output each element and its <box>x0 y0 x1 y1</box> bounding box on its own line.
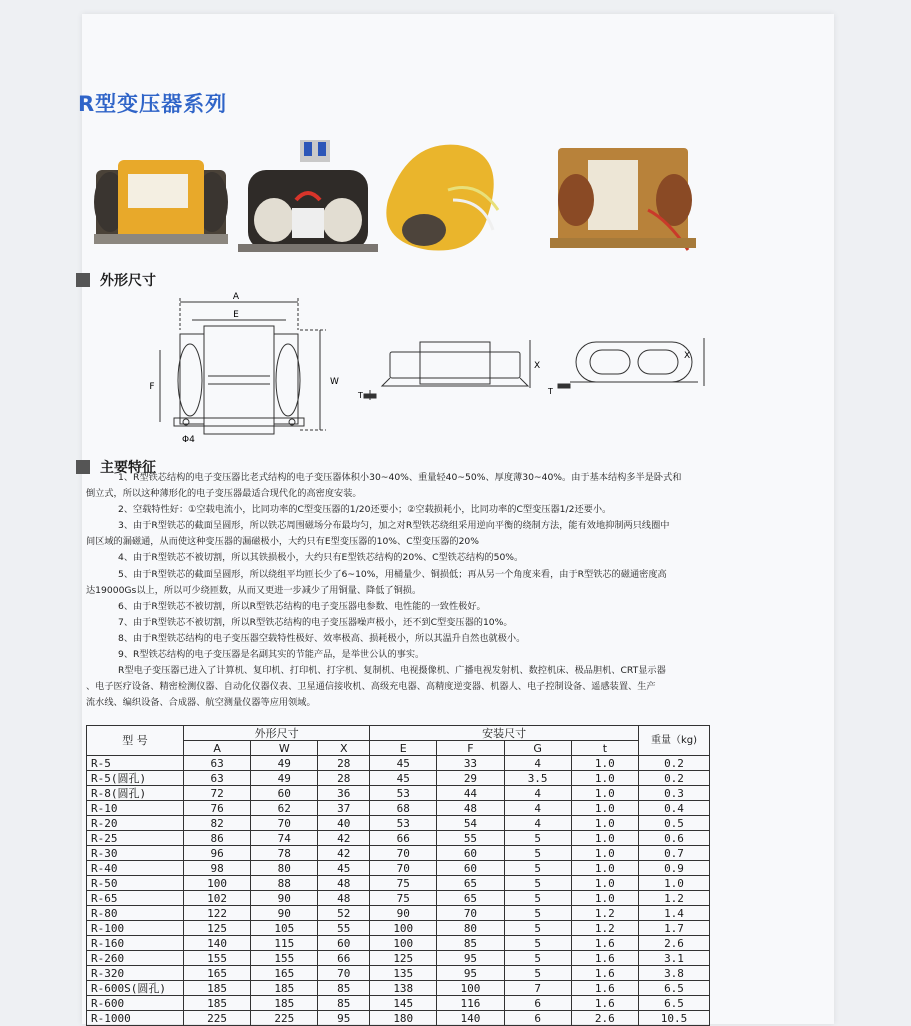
value-cell: 45 <box>370 771 437 786</box>
label-F: F <box>149 382 155 392</box>
value-cell: 90 <box>251 891 318 906</box>
value-cell: 62 <box>251 801 318 816</box>
value-cell: 185 <box>184 996 251 1011</box>
col-subheader: A <box>184 741 251 756</box>
label-T2: T <box>548 387 553 396</box>
value-cell: 6.5 <box>639 981 710 996</box>
value-cell: 1.0 <box>571 756 638 771</box>
label-X1: X <box>534 361 541 371</box>
value-cell: 49 <box>251 756 318 771</box>
value-cell: 85 <box>318 981 370 996</box>
value-cell: 44 <box>437 786 504 801</box>
label-phi: Φ4 <box>182 435 195 445</box>
value-cell: 0.3 <box>639 786 710 801</box>
table-row <box>87 996 710 1011</box>
value-cell: 5 <box>504 891 571 906</box>
value-cell: 60 <box>318 936 370 951</box>
model-cell: R-10 <box>87 801 184 816</box>
value-cell: 0.2 <box>639 771 710 786</box>
value-cell: 70 <box>437 906 504 921</box>
value-cell: 0.6 <box>639 831 710 846</box>
value-cell: 0.7 <box>639 846 710 861</box>
product-photos <box>88 130 708 265</box>
dims-heading-text: 外形尺寸 <box>100 273 156 289</box>
value-cell: 1.0 <box>571 801 638 816</box>
value-cell: 55 <box>437 831 504 846</box>
value-cell: 70 <box>251 816 318 831</box>
value-cell: 5 <box>504 936 571 951</box>
table-row <box>87 756 710 771</box>
value-cell: 40 <box>318 816 370 831</box>
value-cell: 28 <box>318 771 370 786</box>
value-cell: 1.6 <box>571 996 638 1011</box>
side-view-drawing-1 <box>364 340 530 400</box>
value-cell: 1.2 <box>571 906 638 921</box>
model-cell: R-5 <box>87 756 184 771</box>
model-cell: R-600 <box>87 996 184 1011</box>
value-cell: 1.7 <box>639 921 710 936</box>
value-cell: 116 <box>437 996 504 1011</box>
model-cell: R-80 <box>87 906 184 921</box>
value-cell: 60 <box>251 786 318 801</box>
value-cell: 1.0 <box>571 786 638 801</box>
product-photo-3 <box>386 145 498 251</box>
value-cell: 70 <box>370 846 437 861</box>
value-cell: 54 <box>437 816 504 831</box>
value-cell: 4 <box>504 801 571 816</box>
value-cell: 2.6 <box>639 936 710 951</box>
value-cell: 88 <box>251 876 318 891</box>
heading-square-icon <box>76 273 90 287</box>
value-cell: 7 <box>504 981 571 996</box>
product-photo-1 <box>94 160 228 244</box>
value-cell: 1.0 <box>639 876 710 891</box>
value-cell: 98 <box>184 861 251 876</box>
value-cell: 5 <box>504 906 571 921</box>
value-cell: 100 <box>184 876 251 891</box>
model-cell: R-30 <box>87 846 184 861</box>
col-subheader: t <box>571 741 638 756</box>
value-cell: 49 <box>251 771 318 786</box>
value-cell: 185 <box>251 996 318 1011</box>
value-cell: 155 <box>184 951 251 966</box>
col-header-mount: 安装尺寸 <box>370 726 639 741</box>
model-cell: R-260 <box>87 951 184 966</box>
value-cell: 1.6 <box>571 981 638 996</box>
table-row <box>87 876 710 891</box>
feature-line: 倒立式，所以这种薄形化的电子变压器最适合现代化的高密度安装。 <box>86 488 362 500</box>
value-cell: 95 <box>318 1011 370 1026</box>
product-photo-2 <box>238 140 378 252</box>
value-cell: 5 <box>504 966 571 981</box>
value-cell: 1.0 <box>571 771 638 786</box>
value-cell: 65 <box>437 891 504 906</box>
value-cell: 85 <box>437 936 504 951</box>
table-row <box>87 771 710 786</box>
value-cell: 53 <box>370 786 437 801</box>
value-cell: 85 <box>318 996 370 1011</box>
value-cell: 65 <box>437 876 504 891</box>
value-cell: 3.5 <box>504 771 571 786</box>
col-header-model: 型 号 <box>87 726 184 756</box>
value-cell: 225 <box>184 1011 251 1026</box>
value-cell: 76 <box>184 801 251 816</box>
spec-table-body <box>87 756 710 1026</box>
col-header-weight: 重量（kg) <box>639 726 710 756</box>
value-cell: 100 <box>370 921 437 936</box>
value-cell: 125 <box>184 921 251 936</box>
feature-line: 4、由于R型铁芯不被切割，所以其铁损极小，大约只有E型铁芯结构的20%、C型铁芯结构的50%。 <box>118 552 524 564</box>
value-cell: 96 <box>184 846 251 861</box>
value-cell: 29 <box>437 771 504 786</box>
value-cell: 82 <box>184 816 251 831</box>
value-cell: 122 <box>184 906 251 921</box>
feature-line: 达19000Gs以上，所以可少绕匝数，从而又更进一步减少了用铜量、降低了铜损。 <box>86 584 422 596</box>
value-cell: 5 <box>504 921 571 936</box>
value-cell: 68 <box>370 801 437 816</box>
value-cell: 66 <box>318 951 370 966</box>
value-cell: 45 <box>370 756 437 771</box>
dimension-drawings <box>70 290 710 450</box>
value-cell: 6.5 <box>639 996 710 1011</box>
value-cell: 100 <box>370 936 437 951</box>
model-cell: R-100 <box>87 921 184 936</box>
col-subheader: W <box>251 741 318 756</box>
value-cell: 45 <box>318 861 370 876</box>
value-cell: 1.0 <box>571 861 638 876</box>
features-text <box>86 470 696 711</box>
side-view-drawing-2 <box>558 338 704 388</box>
table-row <box>87 921 710 936</box>
table-row <box>87 861 710 876</box>
feature-line: 2、空载特性好：①空载电流小，比同功率的C型变压器的1/20还要小；②空载损耗小，比同功率的C型变压器1/2还要小。 <box>118 504 612 516</box>
value-cell: 0.5 <box>639 816 710 831</box>
label-X2: X <box>684 351 691 361</box>
feature-line: 间区域的漏磁通，从而使这种变压器的漏磁极小，大约只有E型变压器的10%、C型变压器的20% <box>86 536 479 548</box>
value-cell: 66 <box>370 831 437 846</box>
features-heading-text: 主要特征 <box>100 460 156 476</box>
feature-line: R型电子变压器已进入了计算机、复印机、打印机、打字机、复制机、电视摄像机、广播电视发射机、数控机床、极品胆机、CRT显示器 <box>118 665 666 677</box>
value-cell: 48 <box>437 801 504 816</box>
value-cell: 72 <box>184 786 251 801</box>
col-subheader: F <box>437 741 504 756</box>
dims-heading <box>76 270 156 290</box>
spec-table <box>86 725 710 1026</box>
table-row <box>87 816 710 831</box>
feature-line: 3、由于R型铁芯的截面呈圆形，所以铁芯周围磁场分布最均匀，加之对R型铁芯绕组采用逆向平衡的绕制方法，能有效地抑制两只线圈中 <box>118 520 670 532</box>
feature-line: 7、由于R型铁芯不被切割，所以R型铁芯结构的电子变压器噪声极小，还不到C型变压器的10%。 <box>118 616 513 628</box>
col-header-outer: 外形尺寸 <box>184 726 370 741</box>
table-row <box>87 936 710 951</box>
value-cell: 155 <box>251 951 318 966</box>
value-cell: 52 <box>318 906 370 921</box>
value-cell: 102 <box>184 891 251 906</box>
value-cell: 3.1 <box>639 951 710 966</box>
feature-line: 1、R型铁芯结构的电子变压器比老式结构的电子变压器体积小30~40%、重量轻40~50%、厚度薄30~40%。由于基本结构多半是卧式和 <box>118 472 682 483</box>
value-cell: 1.2 <box>571 921 638 936</box>
value-cell: 78 <box>251 846 318 861</box>
value-cell: 74 <box>251 831 318 846</box>
value-cell: 75 <box>370 891 437 906</box>
model-cell: R-25 <box>87 831 184 846</box>
value-cell: 75 <box>370 876 437 891</box>
value-cell: 1.6 <box>571 951 638 966</box>
value-cell: 4 <box>504 756 571 771</box>
value-cell: 70 <box>370 861 437 876</box>
value-cell: 36 <box>318 786 370 801</box>
value-cell: 70 <box>318 966 370 981</box>
model-cell: R-600S(圆孔) <box>87 981 184 996</box>
value-cell: 4 <box>504 786 571 801</box>
feature-line: 9、R型铁芯结构的电子变压器是名副其实的节能产品，是举世公认的事实。 <box>118 649 425 661</box>
value-cell: 28 <box>318 756 370 771</box>
value-cell: 5 <box>504 831 571 846</box>
value-cell: 48 <box>318 876 370 891</box>
value-cell: 1.2 <box>639 891 710 906</box>
value-cell: 140 <box>184 936 251 951</box>
table-row <box>87 801 710 816</box>
value-cell: 115 <box>251 936 318 951</box>
value-cell: 95 <box>437 951 504 966</box>
feature-line: 流水线、编织设备、合成器、航空测量仪器等应用领域。 <box>86 697 316 709</box>
value-cell: 0.2 <box>639 756 710 771</box>
value-cell: 225 <box>251 1011 318 1026</box>
value-cell: 1.0 <box>571 831 638 846</box>
value-cell: 0.9 <box>639 861 710 876</box>
value-cell: 5 <box>504 951 571 966</box>
feature-line: 6、由于R型铁芯不被切割，所以R型铁芯结构的电子变压器电参数、电性能的一致性极好。 <box>118 600 486 612</box>
value-cell: 4 <box>504 816 571 831</box>
value-cell: 138 <box>370 981 437 996</box>
value-cell: 53 <box>370 816 437 831</box>
value-cell: 1.6 <box>571 936 638 951</box>
model-cell: R-20 <box>87 816 184 831</box>
value-cell: 60 <box>437 861 504 876</box>
table-row <box>87 906 710 921</box>
page-title: R型变压器系列 <box>78 92 228 116</box>
table-row <box>87 786 710 801</box>
value-cell: 55 <box>318 921 370 936</box>
feature-line: 、电子医疗设备、精密检测仪器、自动化仪器仪表、卫星通信接收机、高级充电器、高精度逆变器、机器人、电子控制设备、遥感装置、生产 <box>86 681 656 693</box>
value-cell: 6 <box>504 1011 571 1026</box>
table-row <box>87 981 710 996</box>
value-cell: 180 <box>370 1011 437 1026</box>
value-cell: 5 <box>504 861 571 876</box>
label-W: W <box>330 377 339 387</box>
label-E: E <box>233 310 239 320</box>
value-cell: 80 <box>251 861 318 876</box>
value-cell: 1.0 <box>571 876 638 891</box>
table-row <box>87 1011 710 1026</box>
table-row <box>87 831 710 846</box>
value-cell: 1.0 <box>571 846 638 861</box>
table-row <box>87 966 710 981</box>
value-cell: 60 <box>437 846 504 861</box>
value-cell: 33 <box>437 756 504 771</box>
value-cell: 100 <box>437 981 504 996</box>
model-cell: R-8(圆孔) <box>87 786 184 801</box>
table-row <box>87 951 710 966</box>
value-cell: 1.0 <box>571 891 638 906</box>
value-cell: 0.4 <box>639 801 710 816</box>
value-cell: 42 <box>318 831 370 846</box>
value-cell: 185 <box>184 981 251 996</box>
value-cell: 2.6 <box>571 1011 638 1026</box>
value-cell: 95 <box>437 966 504 981</box>
col-subheader: X <box>318 741 370 756</box>
value-cell: 80 <box>437 921 504 936</box>
value-cell: 1.4 <box>639 906 710 921</box>
value-cell: 90 <box>370 906 437 921</box>
product-photo-4 <box>550 148 696 250</box>
value-cell: 37 <box>318 801 370 816</box>
model-cell: R-160 <box>87 936 184 951</box>
value-cell: 10.5 <box>639 1011 710 1026</box>
value-cell: 140 <box>437 1011 504 1026</box>
col-subheader: G <box>504 741 571 756</box>
model-cell: R-50 <box>87 876 184 891</box>
value-cell: 165 <box>184 966 251 981</box>
table-row <box>87 846 710 861</box>
value-cell: 1.0 <box>571 816 638 831</box>
model-cell: R-1000 <box>87 1011 184 1026</box>
model-cell: R-40 <box>87 861 184 876</box>
value-cell: 105 <box>251 921 318 936</box>
front-view-drawing <box>160 298 326 434</box>
value-cell: 63 <box>184 771 251 786</box>
value-cell: 1.6 <box>571 966 638 981</box>
value-cell: 90 <box>251 906 318 921</box>
table-row <box>87 891 710 906</box>
value-cell: 125 <box>370 951 437 966</box>
col-subheader: E <box>370 741 437 756</box>
label-T1: T <box>358 391 363 400</box>
value-cell: 48 <box>318 891 370 906</box>
model-cell: R-5(圆孔) <box>87 771 184 786</box>
model-cell: R-320 <box>87 966 184 981</box>
feature-line: 8、由于R型铁芯结构的电子变压器空载特性极好、效率极高、损耗极小，所以其温升自然也就极小。 <box>118 632 526 644</box>
label-A: A <box>232 292 240 302</box>
value-cell: 86 <box>184 831 251 846</box>
value-cell: 3.8 <box>639 966 710 981</box>
value-cell: 5 <box>504 876 571 891</box>
feature-line: 5、由于R型铁芯的截面呈圆形，所以绕组平均匝长少了6~10%，用桶量少、铜损低；再从另一个角度来看，由于R型铁芯的磁通密度高 <box>118 568 667 580</box>
value-cell: 135 <box>370 966 437 981</box>
value-cell: 145 <box>370 996 437 1011</box>
value-cell: 185 <box>251 981 318 996</box>
value-cell: 5 <box>504 846 571 861</box>
value-cell: 42 <box>318 846 370 861</box>
value-cell: 63 <box>184 756 251 771</box>
value-cell: 6 <box>504 996 571 1011</box>
value-cell: 165 <box>251 966 318 981</box>
model-cell: R-65 <box>87 891 184 906</box>
